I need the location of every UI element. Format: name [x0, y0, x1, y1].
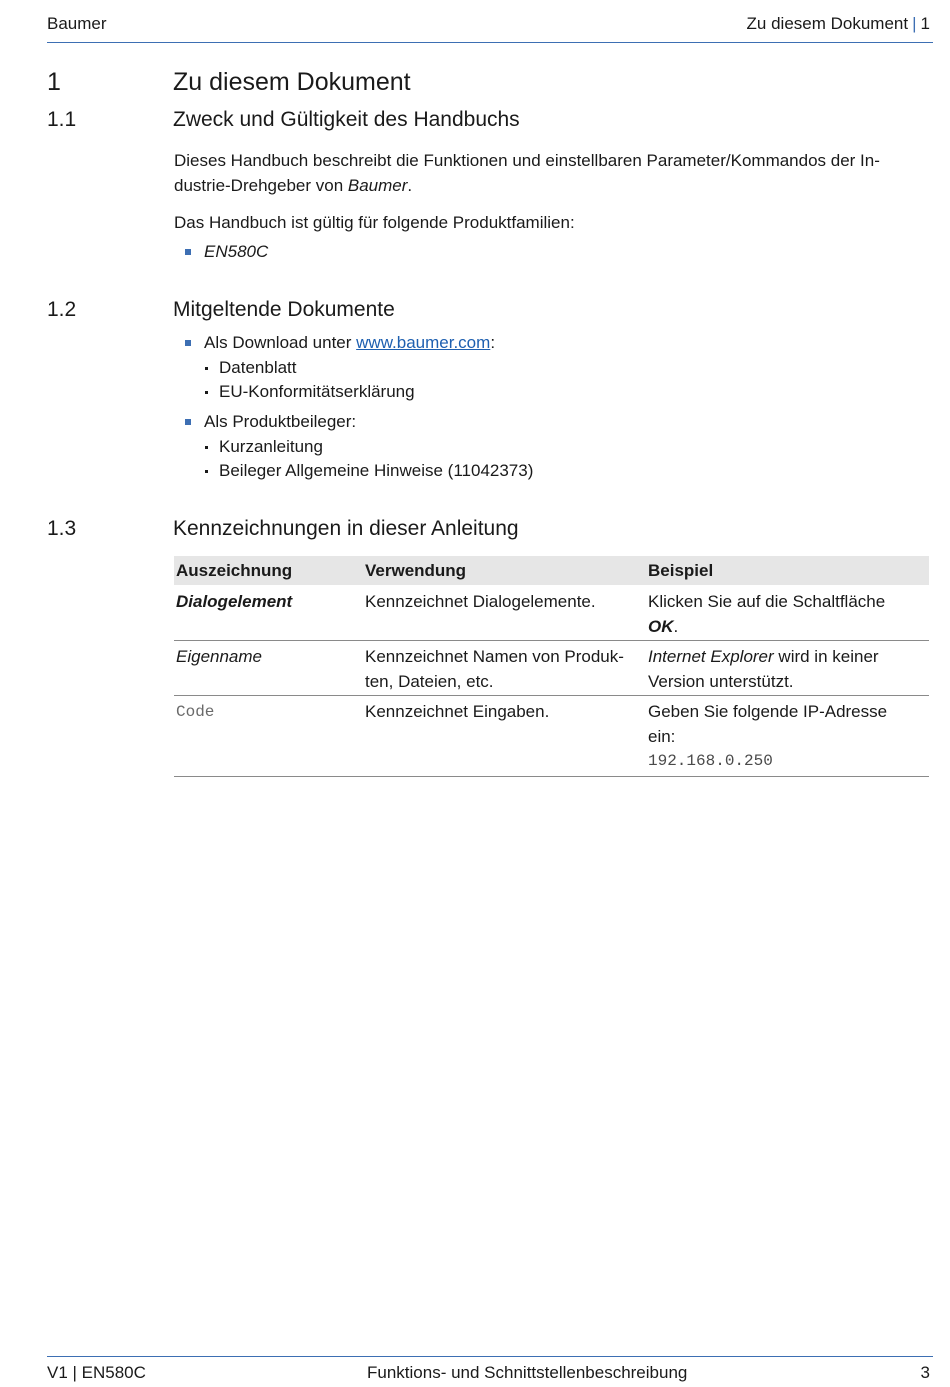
header-chapter-title: Zu diesem Dokument — [746, 14, 909, 33]
table-cell: Dialogelement — [176, 592, 293, 611]
bullet-dot-icon — [205, 367, 208, 370]
page-header — [47, 12, 933, 43]
text: . — [673, 617, 679, 636]
table-cell: Klicken Sie auf die Schaltfläche — [648, 592, 886, 611]
table-cell: Code — [176, 703, 215, 721]
table-cell — [648, 614, 678, 639]
section-title: Mitgeltende Dokumente — [173, 298, 395, 321]
section-title: Zweck und Gültigkeit des Handbuchs — [173, 108, 520, 131]
header-page-number: 1 — [920, 14, 930, 33]
column-header: Verwendung — [365, 561, 467, 580]
insert-item: Als Produktbeileger: — [204, 412, 357, 431]
table-cell: Kennzeichnet Dialogelemente. — [365, 592, 596, 611]
page-footer — [47, 1356, 933, 1387]
text: . — [407, 176, 413, 195]
header-brand: Baumer — [47, 14, 107, 33]
section-number: 1.2 — [47, 298, 77, 321]
text: dustrie-Drehgeber von — [174, 176, 348, 195]
text: : — [490, 333, 496, 352]
table-cell: Version unterstützt. — [648, 672, 794, 691]
sub-list-item: Kurzanleitung — [219, 437, 323, 456]
bullet-square-icon — [185, 340, 191, 346]
table-cell: ten, Dateien, etc. — [365, 672, 494, 691]
footer-page-number: 3 — [920, 1363, 930, 1382]
row-divider — [174, 695, 929, 696]
section-number: 1.3 — [47, 517, 77, 540]
table-cell — [648, 644, 879, 669]
table-cell: Kennzeichnet Namen von Produk- — [365, 647, 624, 666]
table-cell: Kennzeichnet Eingaben. — [365, 702, 550, 721]
table-header-row — [174, 556, 929, 585]
section-number: 1 — [47, 68, 61, 96]
paragraph-line: Dieses Handbuch beschreibt die Funktionen und einstellbaren Parameter/Kommandos der In- — [174, 151, 880, 170]
paragraph-line — [174, 173, 914, 198]
section-title: Kennzeichnungen in dieser Anleitung — [173, 517, 519, 540]
section-title: Zu diesem Dokument — [173, 68, 411, 96]
header-separator: | — [912, 14, 917, 33]
brand-name: Baumer — [347, 176, 408, 195]
text: wird in keiner — [773, 647, 879, 666]
column-header: Beispiel — [648, 561, 714, 580]
row-divider — [174, 776, 929, 777]
table-cell: ein: — [648, 727, 676, 746]
sub-list-item: Beileger Allgemeine Hinweise (11042373) — [219, 461, 534, 480]
bullet-square-icon — [185, 249, 191, 255]
table-cell: Geben Sie folgende IP-Adresse — [648, 702, 888, 721]
purpose-paragraph — [174, 148, 914, 198]
column-header: Auszeichnung — [176, 561, 293, 580]
footer-version: V1 | EN580C — [47, 1363, 146, 1382]
table-cell: Eigenname — [176, 647, 263, 666]
footer-title: Funktions- und Schnittstellenbeschreibung — [367, 1363, 688, 1382]
bullet-square-icon — [185, 419, 191, 425]
table-cell: 192.168.0.250 — [648, 752, 773, 770]
baumer-website-link[interactable]: www.baumer.com — [356, 333, 491, 352]
bullet-dot-icon — [205, 470, 208, 473]
bullet-dot-icon — [205, 391, 208, 394]
product-family-item: EN580C — [204, 242, 269, 261]
button-name: OK — [648, 617, 674, 636]
row-divider — [174, 640, 929, 641]
proper-name: Internet Explorer — [648, 647, 774, 666]
text: Als Download unter — [204, 333, 357, 352]
header-chapter — [747, 14, 930, 34]
sub-list-item: EU-Konformitätserklärung — [219, 382, 415, 401]
sub-list-item: Datenblatt — [219, 358, 297, 377]
validity-paragraph: Das Handbuch ist gültig für folgende Produktfamilien: — [174, 213, 575, 232]
download-item — [204, 331, 495, 355]
section-number: 1.1 — [47, 108, 77, 131]
bullet-dot-icon — [205, 446, 208, 449]
